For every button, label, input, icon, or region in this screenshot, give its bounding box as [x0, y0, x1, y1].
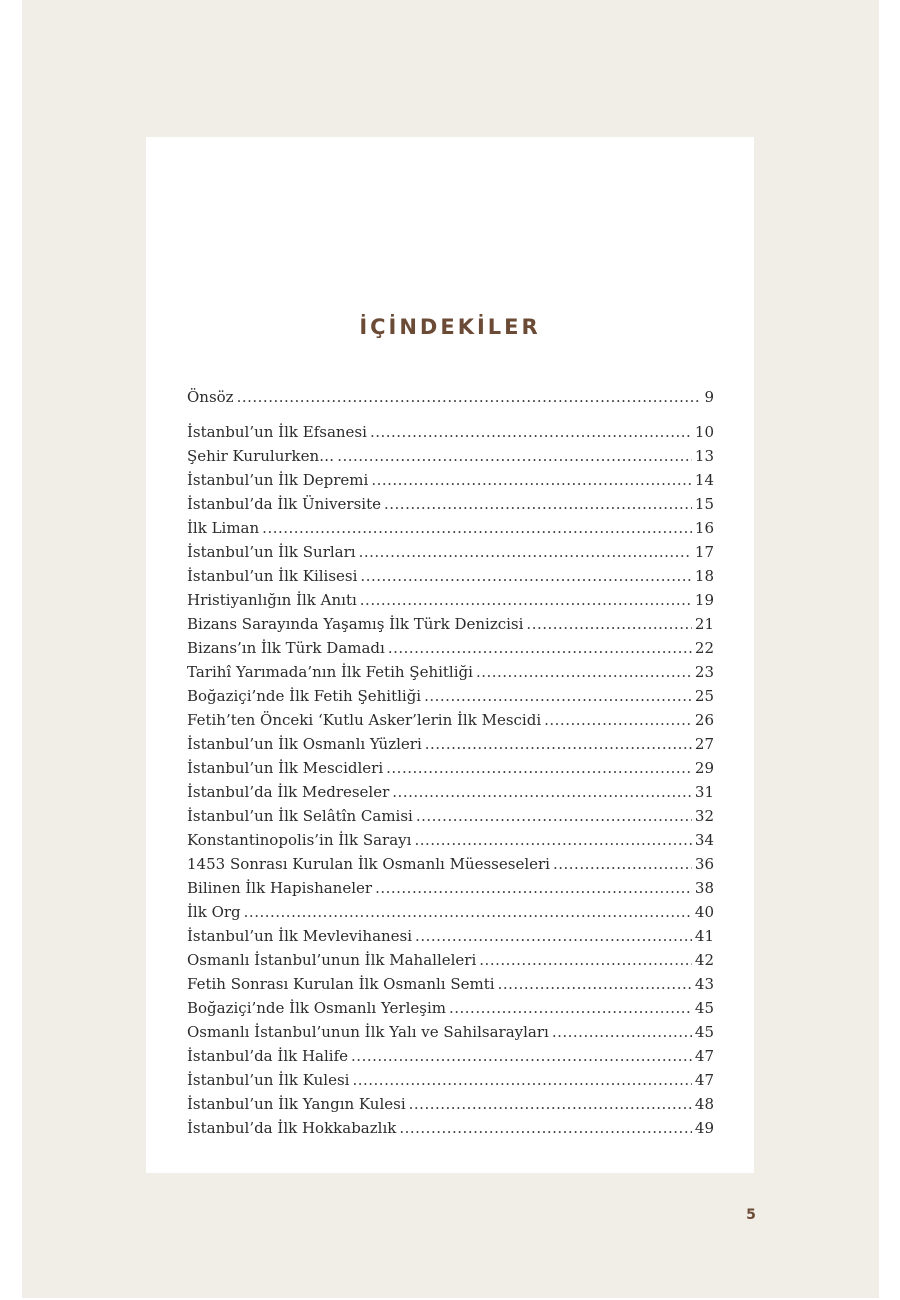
toc-entry-page: 34 [694, 831, 714, 849]
toc-dot-leader [476, 660, 692, 684]
toc-entry-page: 9 [704, 388, 714, 406]
toc-heading: İÇİNDEKİLER [359, 315, 541, 339]
toc-entry-title: Boğaziçi’nde İlk Fetih Şehitliği [187, 687, 422, 705]
toc-entry-page: 13 [694, 447, 714, 465]
toc-entry [187, 420, 714, 444]
toc-entry [187, 972, 714, 996]
toc-dot-leader [351, 1044, 692, 1068]
toc-entry-title: Boğaziçi’nde İlk Osmanlı Yerleşim [187, 999, 446, 1017]
toc-entry-title: İstanbul’un İlk Depremi [187, 471, 369, 489]
toc-entry-title: Konstantinopolis’in İlk Sarayı [187, 831, 412, 849]
toc-dot-leader [414, 828, 691, 852]
toc-dot-leader [237, 385, 702, 409]
toc-entry [187, 468, 714, 492]
toc-dot-leader [244, 900, 692, 924]
toc-dot-leader [359, 540, 692, 564]
toc-entry-title: İlk Liman [187, 519, 260, 537]
toc-entry-title: İstanbul’un İlk Surları [187, 543, 356, 561]
toc-dot-leader [498, 972, 692, 996]
toc-entry-title: İstanbul’da İlk Üniversite [187, 495, 381, 513]
toc-entry [187, 588, 714, 612]
toc-entry [187, 780, 714, 804]
toc-entry-title: Önsöz [187, 388, 234, 406]
toc-entry [187, 1020, 714, 1044]
toc-entry [187, 1044, 714, 1068]
toc-entry-page: 26 [694, 711, 714, 729]
toc-dot-leader [337, 444, 692, 468]
toc-entry-title: Fetih’ten Önceki ‘Kutlu Asker’lerin İlk Mescidi [187, 711, 542, 729]
toc-entry-title: İstanbul’da İlk Halife [187, 1047, 349, 1065]
toc-entry [187, 444, 714, 468]
toc-entry [187, 492, 714, 516]
toc-entry [187, 385, 714, 409]
toc-dot-leader [360, 564, 691, 588]
toc-entry-page: 27 [694, 735, 714, 753]
toc-entry [187, 540, 714, 564]
toc-entry [187, 900, 714, 924]
toc-entry [187, 564, 714, 588]
toc-entry-page: 41 [694, 927, 714, 945]
toc-dot-leader [526, 612, 691, 636]
toc-dot-leader [552, 1020, 692, 1044]
table-of-contents [187, 385, 714, 1140]
toc-entry-title: İstanbul’un İlk Efsanesi [187, 423, 367, 441]
toc-entry-page: 32 [694, 807, 714, 825]
toc-dot-leader [375, 876, 692, 900]
toc-entry-title: İstanbul’un İlk Kilisesi [187, 567, 358, 585]
toc-entry-page: 21 [694, 615, 714, 633]
toc-entry-title: Osmanlı İstanbul’unun İlk Yalı ve Sahilsarayları [187, 1023, 549, 1041]
toc-entry-title: 1453 Sonrası Kurulan İlk Osmanlı Müesseseleri [187, 855, 550, 873]
toc-entry [187, 756, 714, 780]
toc-entry [187, 1116, 714, 1140]
toc-entry-page: 23 [694, 663, 714, 681]
toc-entry-page: 18 [694, 567, 714, 585]
toc-entry-title: İlk Org [187, 903, 241, 921]
toc-entry-page: 36 [694, 855, 714, 873]
toc-dot-leader [415, 924, 692, 948]
toc-entry-page: 25 [694, 687, 714, 705]
toc-entry [187, 732, 714, 756]
toc-entry-page: 10 [694, 423, 714, 441]
toc-dot-leader [370, 420, 692, 444]
toc-dot-leader [399, 1116, 692, 1140]
toc-entry [187, 612, 714, 636]
toc-dot-leader [388, 636, 692, 660]
toc-entry-title: Osmanlı İstanbul’unun İlk Mahalleleri [187, 951, 477, 969]
toc-entry-page: 29 [694, 759, 714, 777]
toc-entry-page: 45 [694, 1023, 714, 1041]
toc-entry-page: 19 [694, 591, 714, 609]
toc-entry-page: 43 [694, 975, 714, 993]
toc-entry-page: 40 [694, 903, 714, 921]
toc-entry-title: İstanbul’un İlk Kulesi [187, 1071, 350, 1089]
toc-dot-leader [553, 852, 692, 876]
toc-entry [187, 924, 714, 948]
toc-entry-title: İstanbul’un İlk Osmanlı Yüzleri [187, 735, 422, 753]
page-number: 5 [746, 1207, 756, 1223]
toc-entry-title: Bizans Sarayında Yaşamış İlk Türk Denizcisi [187, 615, 524, 633]
toc-dot-leader [479, 948, 692, 972]
toc-entry-page: 38 [694, 879, 714, 897]
toc-entry-page: 15 [694, 495, 714, 513]
toc-entry-page: 31 [694, 783, 714, 801]
toc-entry-page: 16 [694, 519, 714, 537]
toc-entry-title: Bizans’ın İlk Türk Damadı [187, 639, 385, 657]
toc-entry [187, 516, 714, 540]
toc-entry-title: Şehir Kurulurken… [187, 447, 335, 465]
toc-dot-leader [392, 780, 692, 804]
toc-entry-page: 42 [694, 951, 714, 969]
toc-entry-title: İstanbul’da İlk Medreseler [187, 783, 390, 801]
toc-entry-title: İstanbul’un İlk Yangın Kulesi [187, 1095, 406, 1113]
toc-entry [187, 708, 714, 732]
toc-entry-page: 48 [694, 1095, 714, 1113]
toc-entry [187, 948, 714, 972]
toc-dot-leader [262, 516, 692, 540]
toc-dot-leader [425, 732, 692, 756]
toc-entry [187, 996, 714, 1020]
toc-dot-leader [360, 588, 692, 612]
toc-entry-title: İstanbul’un İlk Selâtîn Camisi [187, 807, 413, 825]
toc-dot-leader [386, 756, 692, 780]
toc-entry-page: 22 [694, 639, 714, 657]
toc-entry-title: Bilinen İlk Hapishaneler [187, 879, 373, 897]
toc-dot-leader [371, 468, 692, 492]
toc-entry-page: 14 [694, 471, 714, 489]
toc-entry [187, 636, 714, 660]
toc-dot-leader [352, 1068, 691, 1092]
toc-entry [187, 852, 714, 876]
toc-dot-leader [416, 804, 692, 828]
toc-dot-leader [409, 1092, 692, 1116]
toc-entry-page: 45 [694, 999, 714, 1017]
toc-entry-title: İstanbul’un İlk Mevlevihanesi [187, 927, 413, 945]
toc-entry-title: Hristiyanlığın İlk Anıtı [187, 591, 357, 609]
toc-entry [187, 684, 714, 708]
toc-entry [187, 660, 714, 684]
toc-entry [187, 1068, 714, 1092]
toc-entry-page: 47 [694, 1047, 714, 1065]
toc-dot-leader [424, 684, 692, 708]
toc-entry [187, 1092, 714, 1116]
toc-dot-leader [449, 996, 692, 1020]
toc-entry [187, 804, 714, 828]
toc-entry-title: Tarihî Yarımada’nın İlk Fetih Şehitliği [187, 663, 473, 681]
toc-entry [187, 876, 714, 900]
toc-entry-page: 49 [694, 1119, 714, 1137]
toc-dot-leader [544, 708, 692, 732]
toc-entry-page: 47 [694, 1071, 714, 1089]
toc-entry [187, 828, 714, 852]
toc-entry-title: Fetih Sonrası Kurulan İlk Osmanlı Semti [187, 975, 495, 993]
toc-entry-page: 17 [694, 543, 714, 561]
toc-entry-title: İstanbul’da İlk Hokkabazlık [187, 1119, 397, 1137]
toc-entry-title: İstanbul’un İlk Mescidleri [187, 759, 384, 777]
toc-dot-leader [384, 492, 692, 516]
